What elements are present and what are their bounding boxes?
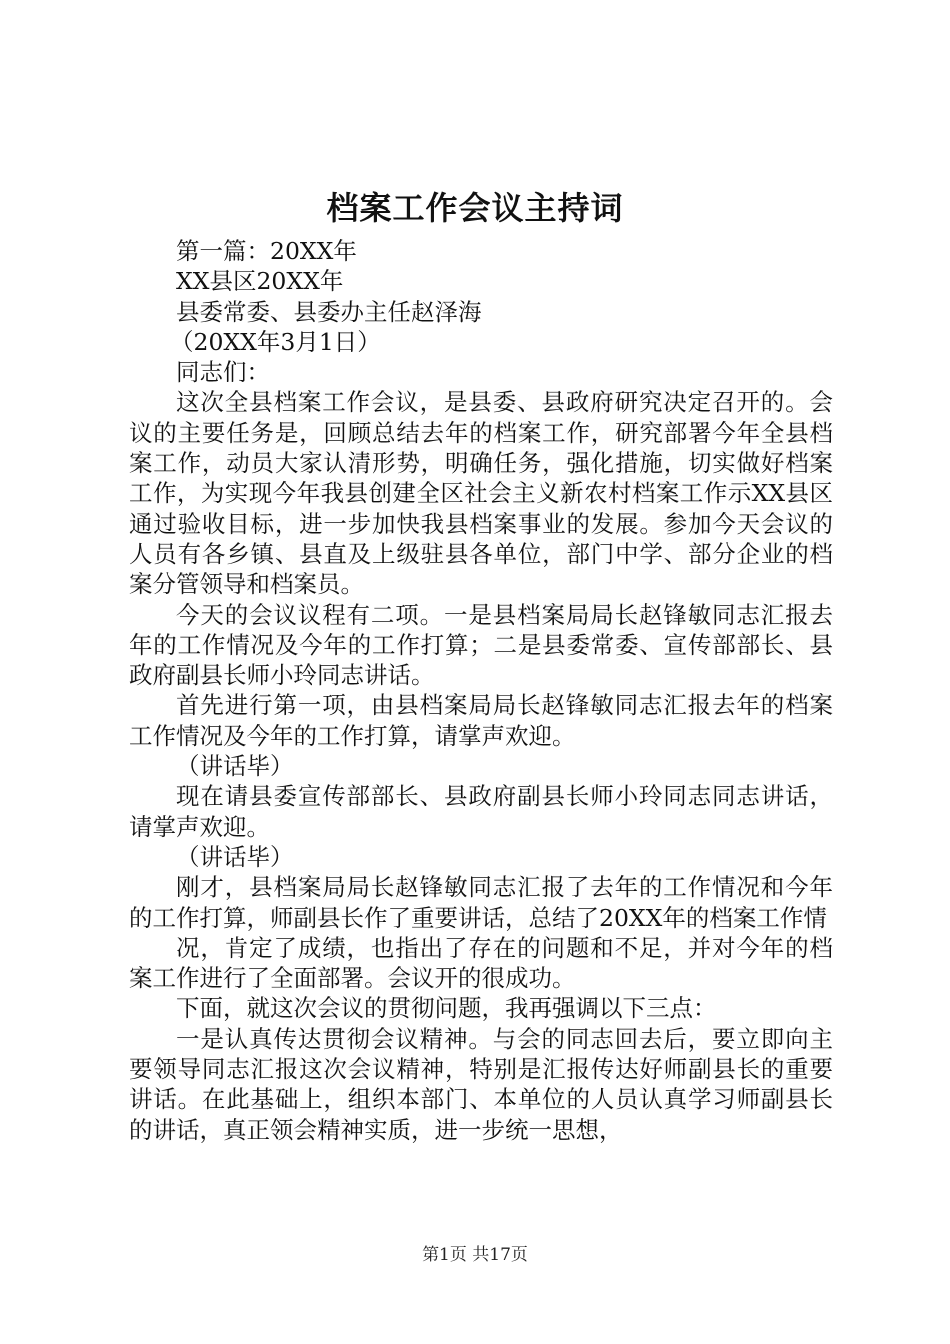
paragraph-body: 现在请县委宣传部部长、县政府副县长师小玲同志同志讲话，请掌声欢迎。 [129,782,833,841]
document-body [129,236,833,1145]
paragraph-section-heading: 第一篇：20XX年 [176,237,357,265]
paragraph-county-year: XX县区20XX年 [176,267,344,296]
paragraph-stage-note: （讲话毕） [176,752,294,781]
paragraph-stage-note: （讲话毕） [176,842,294,871]
paragraph-body: 下面，就这次会议的贯彻问题，我再强调以下三点： [176,994,717,1023]
paragraph-body: 刚才，县档案局局长赵锋敏同志汇报了去年的工作情况和今年的工作打算，师副县长作了重要讲话，总结了20XX年的档案工作情 [129,873,833,932]
paragraph-body: 今天的会议议程有二项。一是县档案局局长赵锋敏同志汇报去年的工作情况及今年的工作打算；二是县委常委、宣传部部长、县政府副县长师小玲同志讲话。 [129,600,833,690]
paragraph-date: （20XX年3月1日） [170,327,381,356]
paragraph-body: 况，肯定了成绩，也指出了存在的问题和不足，并对今年的档案工作进行了全面部署。会议开的很成功。 [129,933,833,993]
paragraph-body: 首先进行第一项，由县档案局局长赵锋敏同志汇报去年的档案工作情况及今年的工作打算，请掌声欢迎。 [129,691,833,750]
paragraph-speaker: 县委常委、县委办主任赵泽海 [176,297,482,326]
paragraph-body: 一是认真传达贯彻会议精神。与会的同志回去后，要立即向主要领导同志汇报这次会议精神，特别是汇报传达好师副县长的重要讲话。在此基础上，组织本部门、本单位的人员认真学习师副县长的讲话，真正领会精神实质，进一步统一思想， [129,1024,833,1144]
paragraph-salutation: 同志们： [176,358,270,387]
page-footer: 第1页 共17页 [422,1245,528,1265]
paragraph-body: 这次全县档案工作会议，是县委、县政府研究决定召开的。会议的主要任务是，回顾总结去年的档案工作，研究部署今年全县档案工作，动员大家认清形势，明确任务，强化措施，切实做好档案工作，为实现今年我县创建全区社会主义新农村档案工作示XX县区通过验收目标，进一步加快我县档案事业的发展。参加今天会议的人员有各乡镇、县直及上级驻县各单位，部门中学、部分企业的档案分管领导和档案员。 [129,388,833,599]
document-title: 档案工作会议主持词 [326,189,624,227]
